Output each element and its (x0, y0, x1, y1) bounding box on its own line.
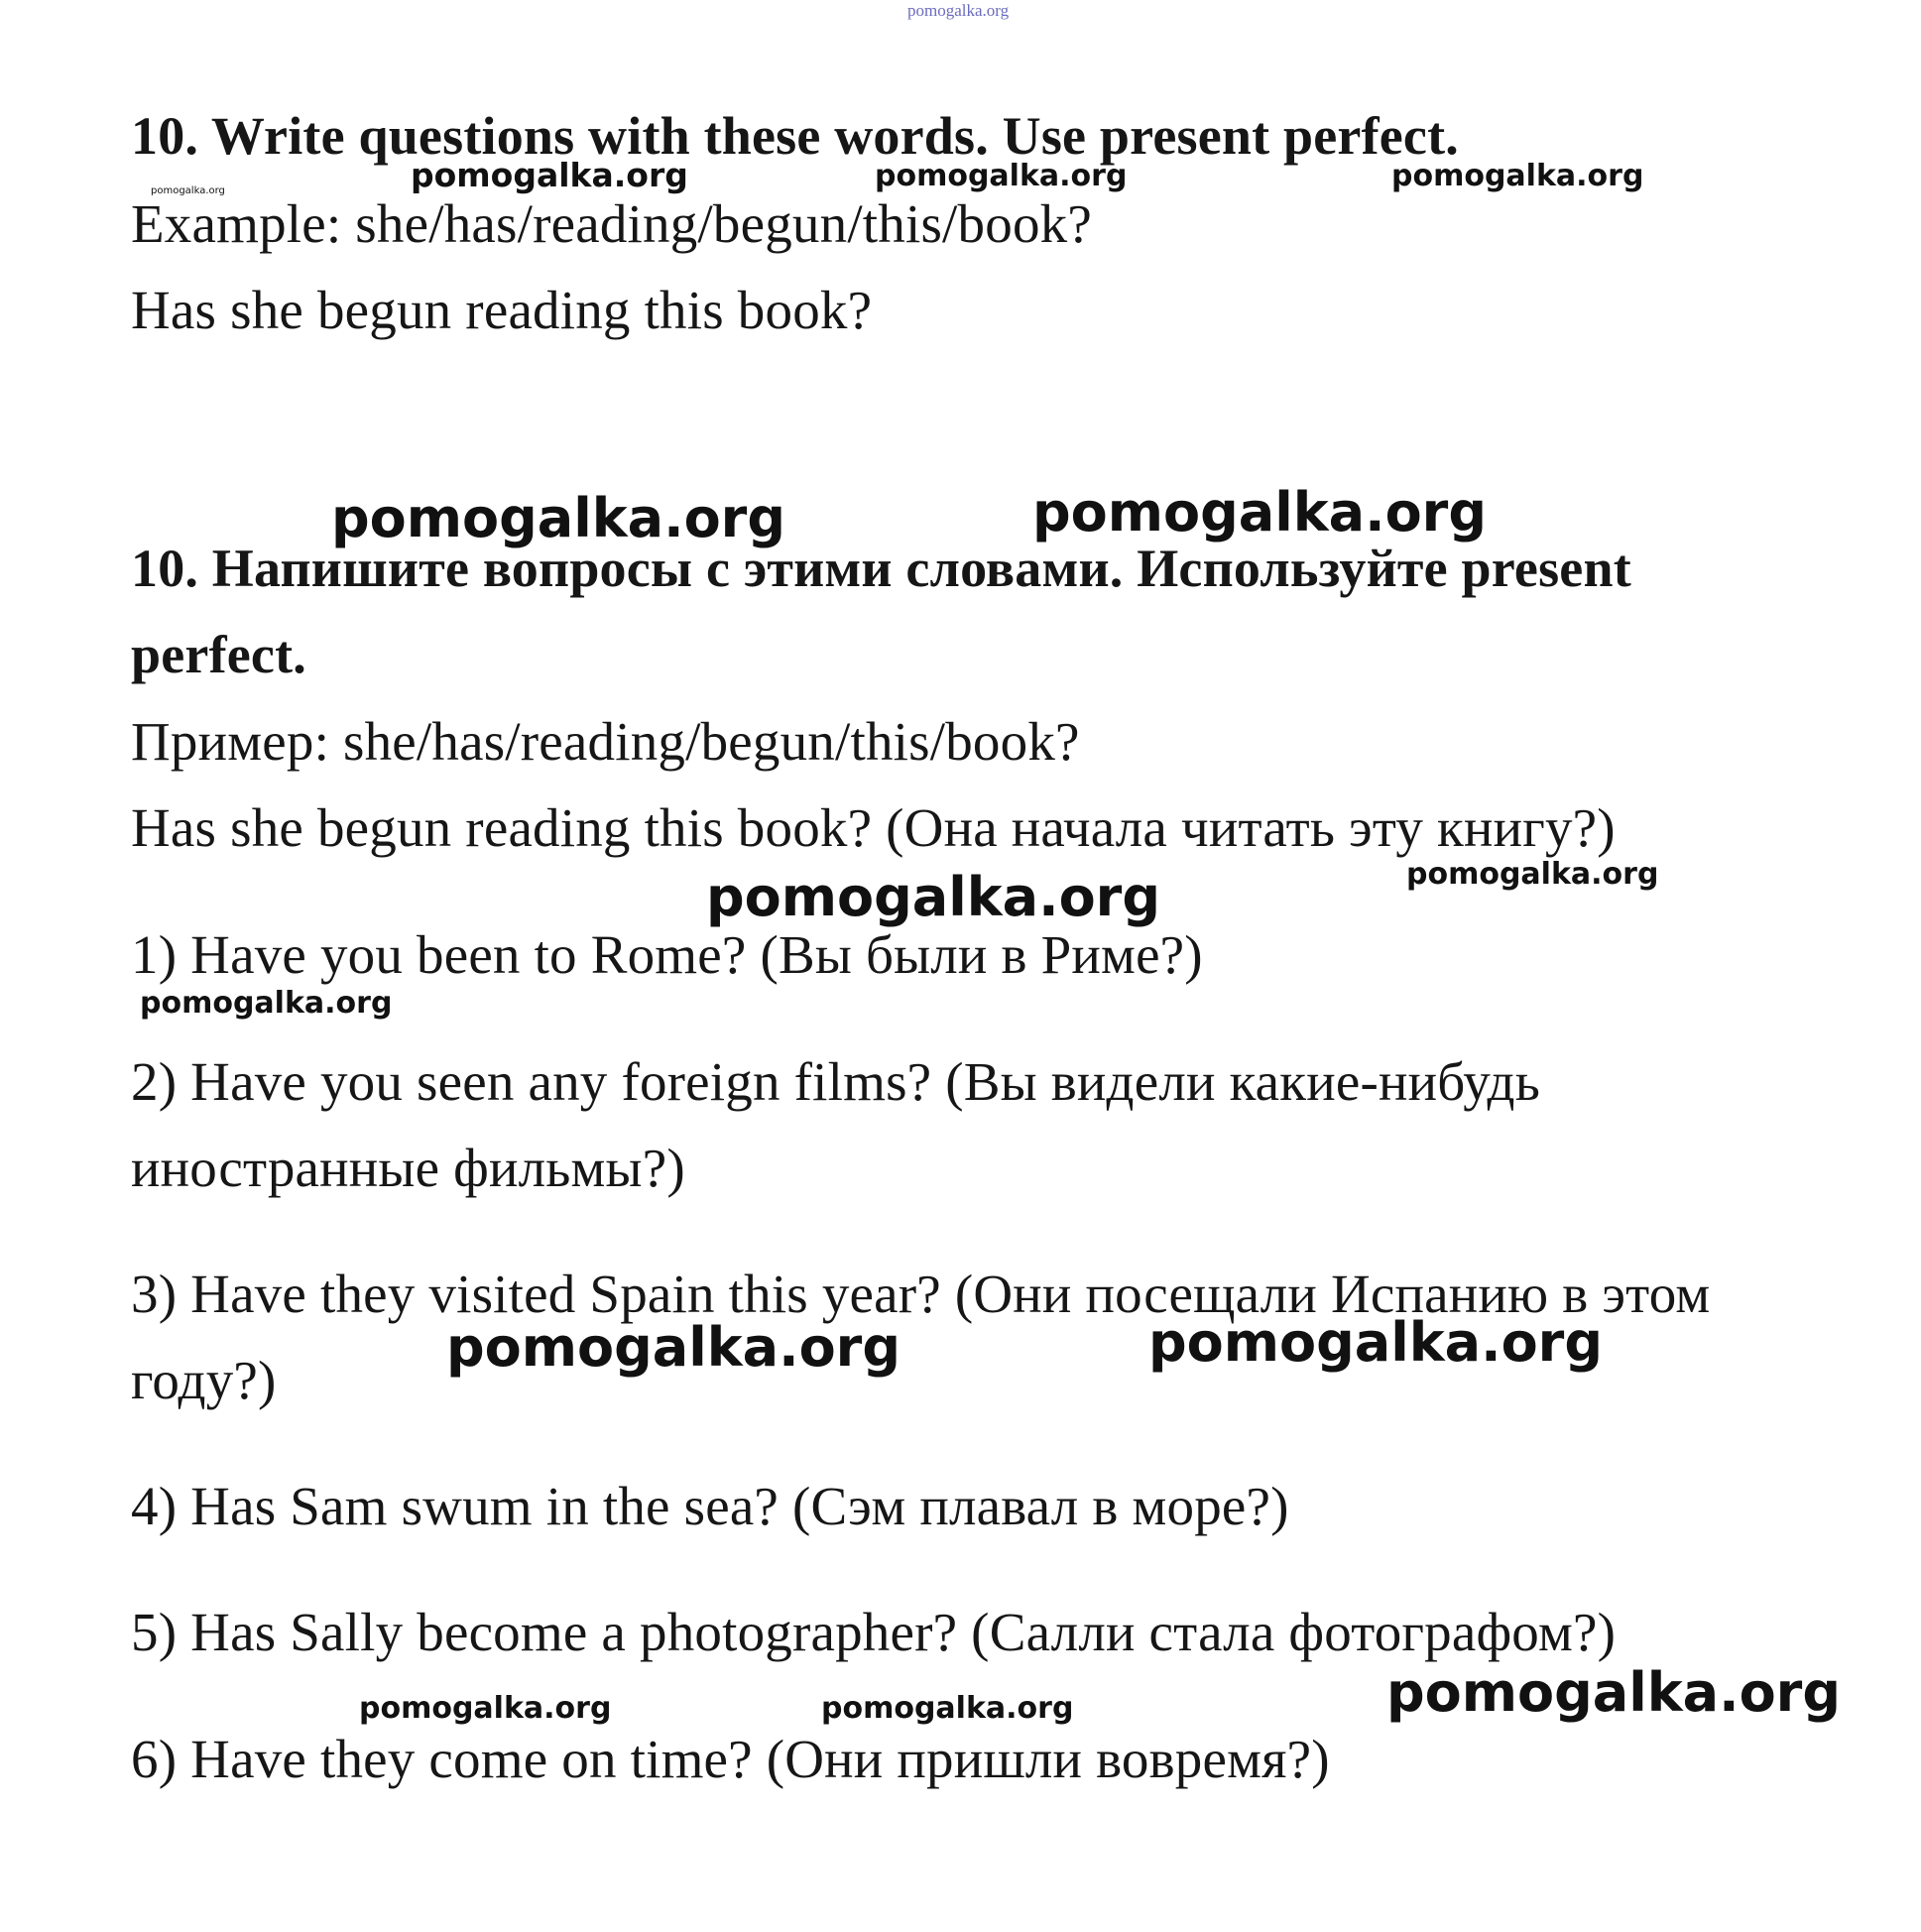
watermark: pomogalka.org (706, 866, 1160, 928)
watermark: pomogalka.org (140, 986, 393, 1021)
watermark: pomogalka.org (1386, 1661, 1841, 1724)
watermark: pomogalka.org (1406, 857, 1659, 892)
answer-item-4: 4) Has Sam swum in the sea? (Сэм плавал в море?) (131, 1476, 1289, 1536)
english-example: Example: she/has/reading/begun/this/book? (131, 193, 1092, 254)
watermark: pomogalka.org (1148, 1311, 1603, 1374)
english-heading: 10. Write questions with these words. Use present perfect. (131, 106, 1459, 166)
watermark: pomogalka.org (411, 156, 688, 194)
watermark-tiny: pomogalka.org (151, 185, 225, 196)
watermark: pomogalka.org (1391, 159, 1644, 193)
russian-heading-line1: 10. Напишите вопросы с этими словами. Используйте present (131, 539, 1631, 598)
watermark: pomogalka.org (359, 1691, 612, 1726)
watermark: pomogalka.org (446, 1316, 900, 1379)
watermark: pomogalka.org (875, 159, 1128, 193)
watermark: pomogalka.org (331, 487, 785, 549)
answer-item-5: 5) Has Sally become a photographer? (Салли стала фотографом?) (131, 1602, 1617, 1662)
answer-item-2-line2: иностранные фильмы?) (131, 1138, 685, 1198)
russian-answer: Has she begun reading this book? (Она начала читать эту книгу?) (131, 797, 1616, 858)
watermark-top: pomogalka.org (907, 1, 1010, 20)
russian-heading-line2: perfect. (131, 625, 306, 684)
answer-item-3-line1: 3) Have they visited Spain this year? (Они посещали Испанию в этом (131, 1264, 1711, 1324)
watermark: pomogalka.org (1032, 481, 1487, 543)
russian-example: Пример: she/has/reading/begun/this/book? (131, 711, 1080, 772)
answer-item-2-line1: 2) Have you seen any foreign films? (Вы видели какие-нибудь (131, 1051, 1541, 1112)
answer-item-3-line2: году?) (131, 1350, 277, 1410)
english-answer: Has she begun reading this book? (131, 280, 873, 340)
answer-item-6: 6) Have they come on time? (Они пришли вовремя?) (131, 1729, 1330, 1789)
watermark: pomogalka.org (821, 1691, 1074, 1726)
answer-item-1: 1) Have you been to Rome? (Вы были в Риме?) (131, 924, 1203, 985)
